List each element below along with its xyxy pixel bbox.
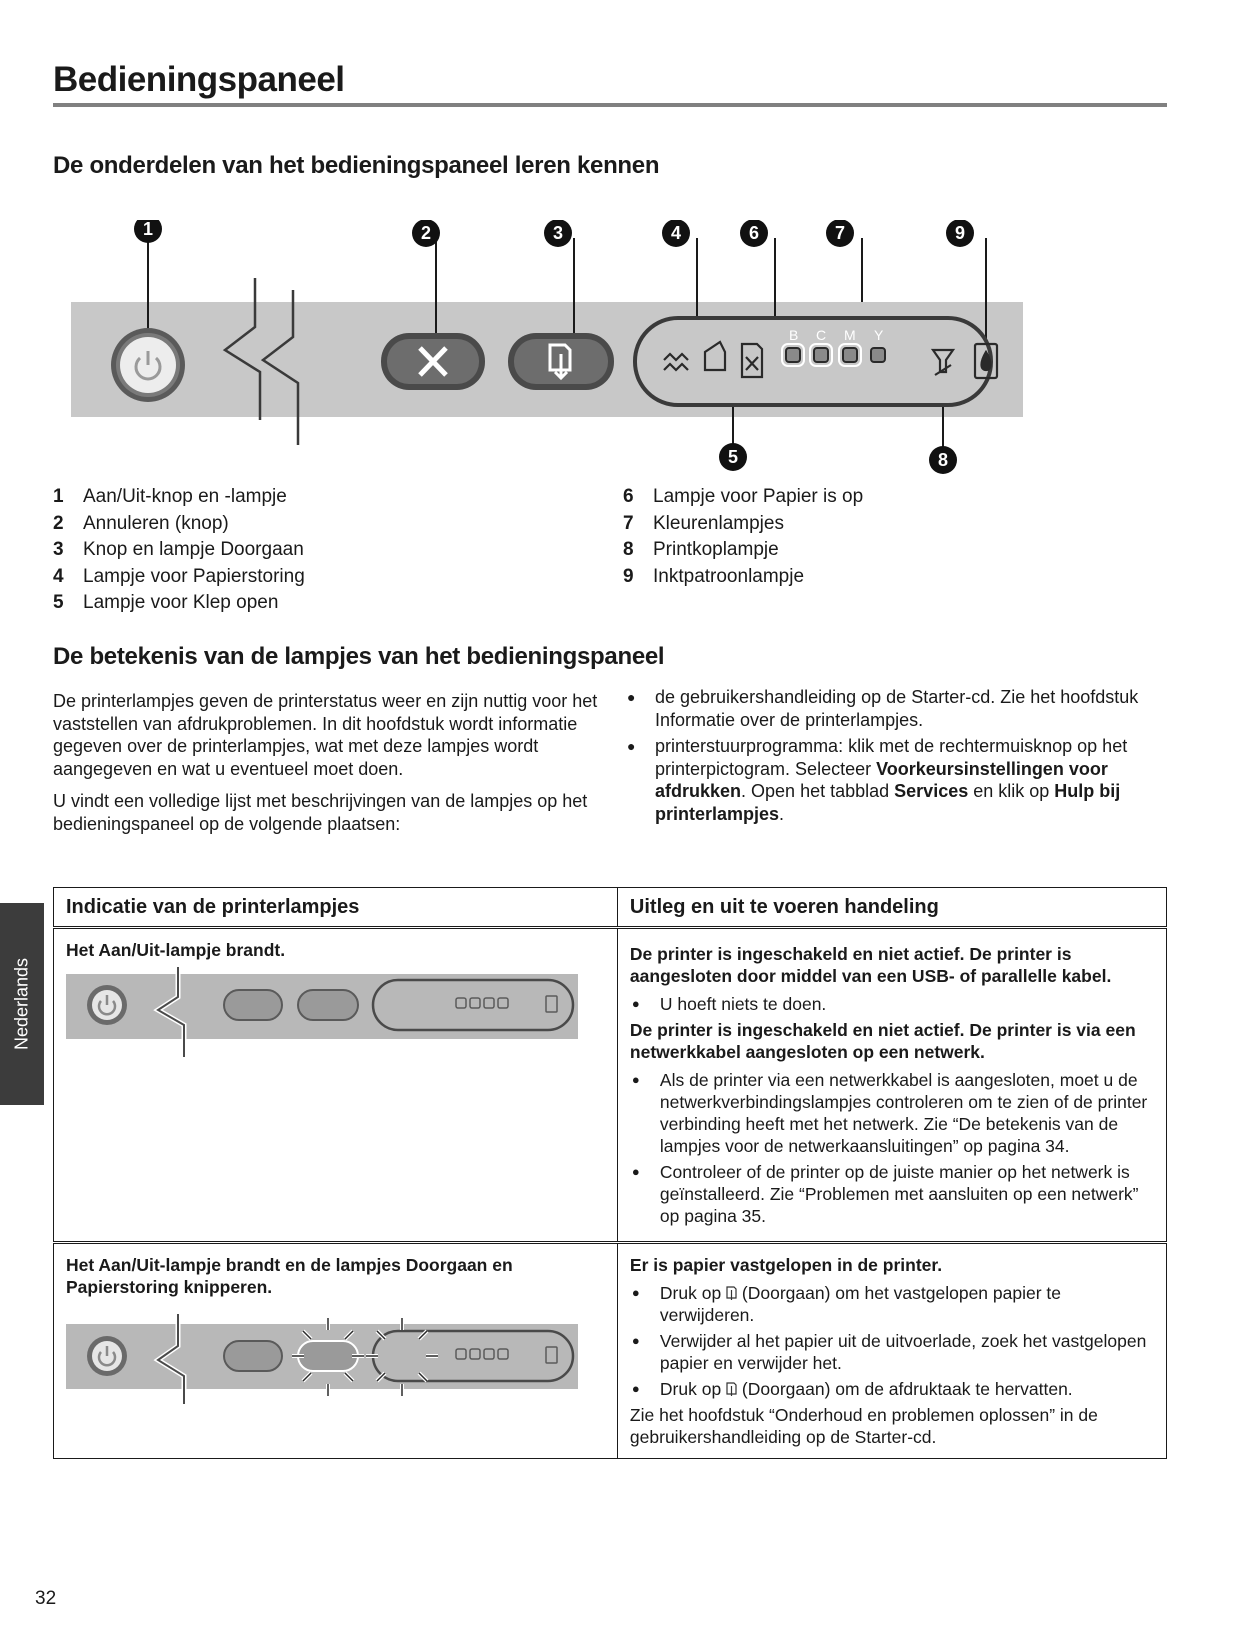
section-heading-parts: De onderdelen van het bedieningspaneel leren kennen <box>53 152 660 179</box>
explanation-cell <box>617 1243 1166 1459</box>
intro-text <box>53 690 598 845</box>
list-item: ● Als de printer via een netwerkkabel is aangesloten, moet u de netwerkverbindingslampjes controleren om te zien of de printer verbinding heeft met het netwerk. Zie “De betekenis van de lampjes voor de netwerkaansluitingen” op pagina 34. <box>630 1069 1154 1157</box>
callout-3 <box>544 220 572 247</box>
legend-item: 6 Lampje voor Papier is op <box>623 486 864 507</box>
list-item: ● Controleer of de printer op de juiste manier op het netwerk is geïnstalleerd. Zie “Problemen met aansluiten op een netwerk” op pagina 35. <box>630 1161 1154 1227</box>
callout-5 <box>719 443 747 471</box>
table-header-row <box>54 888 1167 928</box>
resume-icon <box>726 1382 737 1397</box>
legend-item: 2 Annuleren (knop) <box>53 512 229 534</box>
help-locations-list <box>625 686 1145 829</box>
legend-item: 5 Lampje voor Klep open <box>53 592 279 613</box>
callout-4 <box>662 220 690 247</box>
cmyk-label-m: M <box>844 327 856 343</box>
svg-text:1: 1 <box>142 220 154 239</box>
page-number: 32 <box>35 1588 57 1609</box>
legend-item: 9 Inktpatroonlampje <box>623 565 805 587</box>
explanation-cell <box>617 928 1166 1243</box>
list-item: ● U hoeft niets te doen. <box>630 993 1154 1015</box>
list-item: ● Druk op (Doorgaan) om de afdruktaak te hervatten. <box>630 1378 1154 1400</box>
svg-text:7: 7 <box>834 223 846 243</box>
panel-thumbnail-power-on <box>66 967 586 1062</box>
explanation-heading: Er is papier vastgelopen in de printer. <box>629 1255 943 1275</box>
svg-text:2: 2 <box>420 223 432 243</box>
cmyk-label-c: C <box>816 327 827 343</box>
table-row <box>54 928 1167 1243</box>
svg-text:9: 9 <box>954 223 966 243</box>
list-item: ● Druk op (Doorgaan) om het vastgelopen papier te verwijderen. <box>630 1282 1154 1326</box>
control-panel-diagram <box>60 220 1050 480</box>
intro-paragraph: De printerlampjes geven de printerstatus weer en zijn nuttig voor het vaststellen van afdrukproblemen. In dit hoofdstuk wordt informatie gegeven over de printerlampjes, wat met deze lampjes wordt aangegeven en wat u eventueel moet doen. <box>53 691 598 779</box>
callout-1 <box>134 220 162 243</box>
column-header: Indicatie van de printerlampjes <box>54 888 618 928</box>
language-side-tab: Nederlands <box>0 903 44 1105</box>
resume-button <box>508 333 614 390</box>
explanation-heading: De printer is ingeschakeld en niet actief. De printer is aangesloten door middel van een USB- of parallelle kabel. <box>629 944 1112 986</box>
title-rule <box>53 103 1167 107</box>
action-list <box>630 1282 1154 1400</box>
callout-7 <box>826 220 854 247</box>
legend-left <box>53 484 305 617</box>
legend-right <box>623 484 863 590</box>
callout-9 <box>946 220 974 247</box>
indication-cell <box>54 1243 618 1459</box>
callout-6 <box>740 220 768 247</box>
list-item: ● printerstuurprogramma: klik met de rechtermuisknop op het printerpictogram. Selecteer Voorkeursinstellingen voor afdrukken. Open het tabblad Services en klik op Hulp bij printerlampjes. <box>625 735 1145 825</box>
action-list <box>630 1069 1154 1227</box>
svg-text:4: 4 <box>670 223 682 243</box>
list-item: ● de gebruikershandleiding op de Starter-cd. Zie het hoofdstuk Informatie over de printerlampjes. <box>625 686 1145 731</box>
section-heading-lights: De betekenis van de lampjes van het bedieningspaneel <box>53 643 665 670</box>
indication-cell <box>54 928 618 1243</box>
panel-thumbnail-jam <box>66 1304 586 1404</box>
callout-2 <box>412 220 440 247</box>
legend-item: 4 Lampje voor Papierstoring <box>53 565 305 587</box>
explanation-heading: De printer is ingeschakeld en niet actief. De printer is via een netwerkkabel aangesloten op een netwerk. <box>629 1020 1136 1062</box>
indication-title: Het Aan/Uit-lampje brandt. <box>66 940 286 960</box>
intro-paragraph: U vindt een volledige lijst met beschrijvingen van de lampjes op het bedieningspaneel op de volgende plaatsen: <box>53 791 588 834</box>
cmyk-label-b: B <box>789 327 799 343</box>
led-group <box>635 318 991 405</box>
legend-item: 7 Kleurenlampjes <box>623 512 784 534</box>
svg-text:3: 3 <box>552 223 564 243</box>
legend-item: 1 Aan/Uit-knop en -lampje <box>53 486 287 507</box>
svg-text:8: 8 <box>937 450 949 470</box>
column-header: Uitleg en uit te voeren handeling <box>617 888 1166 928</box>
page-title: Bedieningspaneel <box>53 60 345 99</box>
resume-icon <box>726 1286 737 1301</box>
printer-lights-table <box>53 887 1167 1459</box>
cancel-button <box>381 333 485 390</box>
legend-item: 8 Printkoplampje <box>623 539 779 560</box>
callout-8 <box>929 446 957 474</box>
svg-text:5: 5 <box>727 447 739 467</box>
indication-title: Het Aan/Uit-lampje brandt en de lampjes Doorgaan en Papierstoring knipperen. <box>66 1255 513 1297</box>
svg-text:6: 6 <box>748 223 760 243</box>
table-row <box>54 1243 1167 1459</box>
power-button <box>111 328 185 402</box>
legend-item: 3 Knop en lampje Doorgaan <box>53 539 304 560</box>
cmyk-label-y: Y <box>874 327 884 343</box>
action-list <box>630 993 1154 1015</box>
explanation-note: Zie het hoofdstuk “Onderhoud en problemen oplossen” in de gebruikershandleiding op de Starter-cd. <box>629 1405 1098 1447</box>
list-item: ● Verwijder al het papier uit de uitvoerlade, zoek het vastgelopen papier en verwijder het. <box>630 1330 1154 1374</box>
